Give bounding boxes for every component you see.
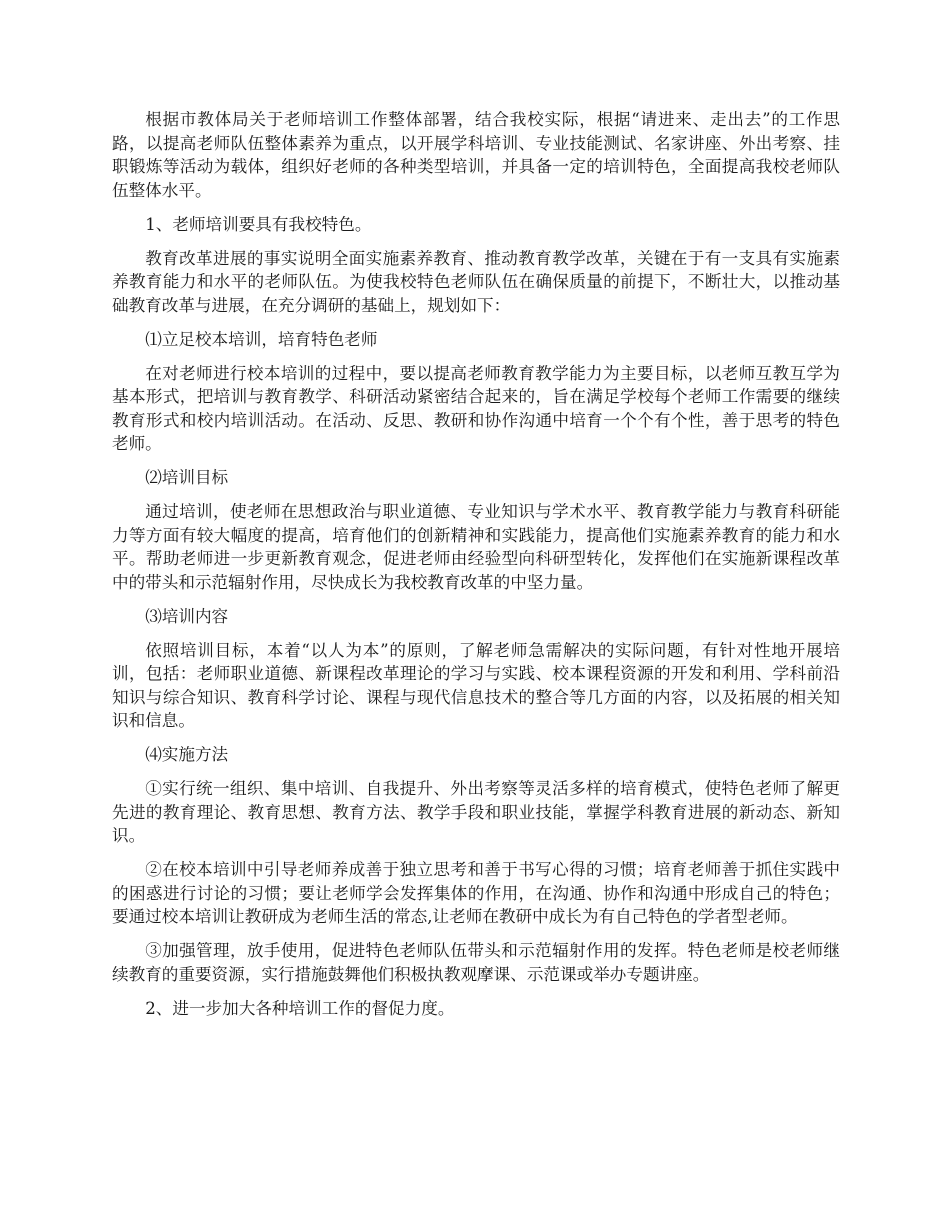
subheading-school-training: ⑴立足校本培训，培育特色老师: [145, 329, 378, 349]
section-1-paragraph: 教育改革进展的事实说明全面实施素养教育、推动教育教学改革，关键在于有一支具有实施素养教育能力和水平的老师队伍。为使我校特色老师队伍在确保质量的前提下，不断壮大，以推动基础教育改革与进展，在充分调研的基础上，规划如下：: [112, 248, 840, 315]
subheading-training-goals: ⑵培训目标: [145, 468, 229, 487]
training-goals-paragraph: 通过培训，使老师在思想政治与职业道德、专业知识与学术水平、教育教学能力与教育科研能力等方面有较大幅度的提高，培育他们的创新精神和实践能力，提高他们实施素养教育的能力和水平。帮助老师进一步更新教育观念，促进老师由经验型向科研型转化，发挥他们在实施新课程改革中的带头和示范辐射作用，尽快成长为我校教育改革的中坚力量。: [112, 502, 840, 592]
section-heading-1: 1、老师培训要具有我校特色。: [145, 214, 372, 234]
implementation-item-3: ③加强管理，放手使用，促进特色老师队伍带头和示范辐射作用的发挥。特色老师是校老师继续教育的重要资源，实行措施鼓舞他们积极执教观摩课、示范课或举办专题讲座。: [112, 941, 840, 984]
training-content-paragraph: 依照培训目标，本着“以人为本”的原则，了解老师急需解决的实际问题，有针对性地开展培训，包括：老师职业道德、新课程改革理论的学习与实践、校本课程资源的开发和利用、学科前沿知识与综合知识、教育科学讨论、课程与现代信息技术的整合等几方面的内容，以及拓展的相关知识和信息。: [112, 640, 840, 730]
document-body: [112, 108, 840, 1031]
school-training-paragraph: 在对老师进行校本培训的过程中，要以提高老师教育教学能力为主要目标，以老师互教互学为基本形式，把培训与教育教学、科研活动紧密结合起来的，旨在满足学校每个老师工作需要的继续教育形式和校内培训活动。在活动、反思、教研和协作沟通中培育一个个有个性，善于思考的特色老师。: [112, 363, 840, 453]
subheading-training-content: ⑶培训内容: [145, 606, 229, 626]
subheading-implementation: ⑷实施方法: [145, 745, 229, 764]
implementation-item-2: ②在校本培训中引导老师养成善于独立思考和善于书写心得的习惯；培育老师善于抓住实践中的困惑进行讨论的习惯；要让老师学会发挥集体的作用，在沟通、协作和沟通中形成自己的特色；要通过校本培训让教研成为老师生活的常态,让老师在教研中成长为有自己特色的学者型老师。: [112, 860, 840, 926]
section-heading-2: 2、进一步加大各种培训工作的督促力度。: [145, 998, 455, 1018]
implementation-item-1: ①实行统一组织、集中培训、自我提升、外出考察等灵活多样的培育模式，使特色老师了解更先进的教育理论、教育思想、教育方法、教学手段和职业技能，掌握学科教育进展的新动态、新知识。: [112, 779, 840, 845]
intro-paragraph: 根据市教体局关于老师培训工作整体部署，结合我校实际，根据“请进来、走出去”的工作思路，以提高老师队伍整体素养为重点，以开展学科培训、专业技能测试、名家讲座、外出考察、挂职锻炼等活动为载体，组织好老师的各种类型培训，并具备一定的培训特色，全面提高我校老师队伍整体水平。: [112, 110, 840, 200]
